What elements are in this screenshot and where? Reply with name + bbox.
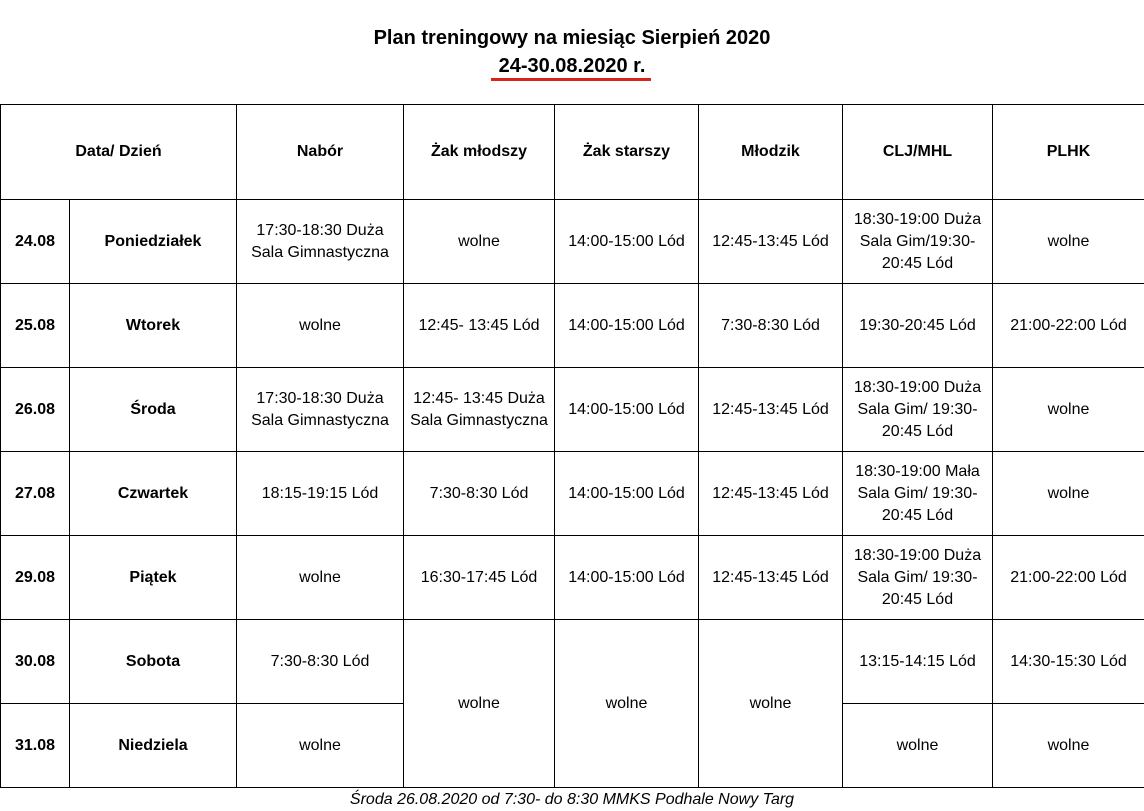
header-row — [1, 105, 1144, 200]
zak-starszy-weekend-cell: wolne — [555, 620, 699, 788]
title-block — [0, 24, 1144, 80]
day-cell: Środa — [70, 368, 237, 452]
column-header-mlodzik: Młodzik — [699, 105, 843, 200]
day-cell: Piątek — [70, 536, 237, 620]
nabor-cell: wolne — [237, 704, 404, 788]
date-cell: 29.08 — [1, 536, 70, 620]
nabor-cell: wolne — [237, 536, 404, 620]
date-cell: 26.08 — [1, 368, 70, 452]
subtitle-underline — [491, 78, 651, 81]
plhk-cell: 21:00-22:00 Lód — [993, 536, 1144, 620]
zak-starszy-cell: 14:00-15:00 Lód — [555, 536, 699, 620]
mlodzik-cell: 12:45-13:45 Lód — [699, 200, 843, 284]
table-row — [1, 368, 1144, 452]
footnote: Środa 26.08.2020 od 7:30- do 8:30 MMKS Podhale Nowy Targ — [349, 791, 795, 808]
date-cell: 24.08 — [1, 200, 70, 284]
day-cell: Poniedziałek — [70, 200, 237, 284]
nabor-cell: 18:15-19:15 Lód — [237, 452, 404, 536]
clj-mhl-cell: 18:30-19:00 Mała Sala Gim/ 19:30-20:45 Lód — [843, 452, 993, 536]
date-cell: 30.08 — [1, 620, 70, 704]
zak-mlodszy-cell: 16:30-17:45 Lód — [404, 536, 555, 620]
mlodzik-weekend-cell: wolne — [699, 620, 843, 788]
column-header-zak-mlodszy: Żak młodszy — [404, 105, 555, 200]
nabor-cell: 7:30-8:30 Lód — [237, 620, 404, 704]
day-cell: Czwartek — [70, 452, 237, 536]
mlodzik-cell: 7:30-8:30 Lód — [699, 284, 843, 368]
column-header-zak-starszy: Żak starszy — [555, 105, 699, 200]
day-cell: Sobota — [70, 620, 237, 704]
training-schedule-table — [0, 104, 1144, 788]
column-header-date-day: Data/ Dzień — [1, 105, 237, 200]
zak-mlodszy-cell: 7:30-8:30 Lód — [404, 452, 555, 536]
table-row — [1, 536, 1144, 620]
column-header-nabor: Nabór — [237, 105, 404, 200]
column-header-plhk: PLHK — [993, 105, 1144, 200]
clj-mhl-cell: wolne — [843, 704, 993, 788]
plhk-cell: wolne — [993, 368, 1144, 452]
zak-starszy-cell: 14:00-15:00 Lód — [555, 200, 699, 284]
zak-mlodszy-cell: 12:45- 13:45 Duża Sala Gimnastyczna — [404, 368, 555, 452]
zak-mlodszy-cell: 12:45- 13:45 Lód — [404, 284, 555, 368]
clj-mhl-cell: 18:30-19:00 Duża Sala Gim/ 19:30-20:45 Lód — [843, 536, 993, 620]
nabor-cell: 17:30-18:30 Duża Sala Gimnastyczna — [237, 200, 404, 284]
zak-starszy-cell: 14:00-15:00 Lód — [555, 284, 699, 368]
date-cell: 27.08 — [1, 452, 70, 536]
column-header-clj-mhl: CLJ/MHL — [843, 105, 993, 200]
clj-mhl-cell: 19:30-20:45 Lód — [843, 284, 993, 368]
clj-mhl-cell: 13:15-14:15 Lód — [843, 620, 993, 704]
page-title: Plan treningowy na miesiąc Sierpień 2020 — [373, 27, 771, 49]
clj-mhl-cell: 18:30-19:00 Duża Sala Gim/19:30-20:45 Lód — [843, 200, 993, 284]
table-row — [1, 200, 1144, 284]
plhk-cell: wolne — [993, 200, 1144, 284]
zak-starszy-cell: 14:00-15:00 Lód — [555, 452, 699, 536]
table-row — [1, 620, 1144, 704]
mlodzik-cell: 12:45-13:45 Lód — [699, 452, 843, 536]
date-cell: 31.08 — [1, 704, 70, 788]
table-row — [1, 284, 1144, 368]
clj-mhl-cell: 18:30-19:00 Duża Sala Gim/ 19:30-20:45 Lód — [843, 368, 993, 452]
table-row — [1, 452, 1144, 536]
day-cell: Niedziela — [70, 704, 237, 788]
mlodzik-cell: 12:45-13:45 Lód — [699, 368, 843, 452]
zak-mlodszy-cell: wolne — [404, 200, 555, 284]
nabor-cell: wolne — [237, 284, 404, 368]
plhk-cell: 14:30-15:30 Lód — [993, 620, 1144, 704]
plhk-cell: wolne — [993, 704, 1144, 788]
zak-mlodszy-weekend-cell: wolne — [404, 620, 555, 788]
nabor-cell: 17:30-18:30 Duża Sala Gimnastyczna — [237, 368, 404, 452]
plhk-cell: 21:00-22:00 Lód — [993, 284, 1144, 368]
date-range-subtitle: 24-30.08.2020 r. — [498, 55, 646, 77]
plhk-cell: wolne — [993, 452, 1144, 536]
zak-starszy-cell: 14:00-15:00 Lód — [555, 368, 699, 452]
date-cell: 25.08 — [1, 284, 70, 368]
day-cell: Wtorek — [70, 284, 237, 368]
mlodzik-cell: 12:45-13:45 Lód — [699, 536, 843, 620]
